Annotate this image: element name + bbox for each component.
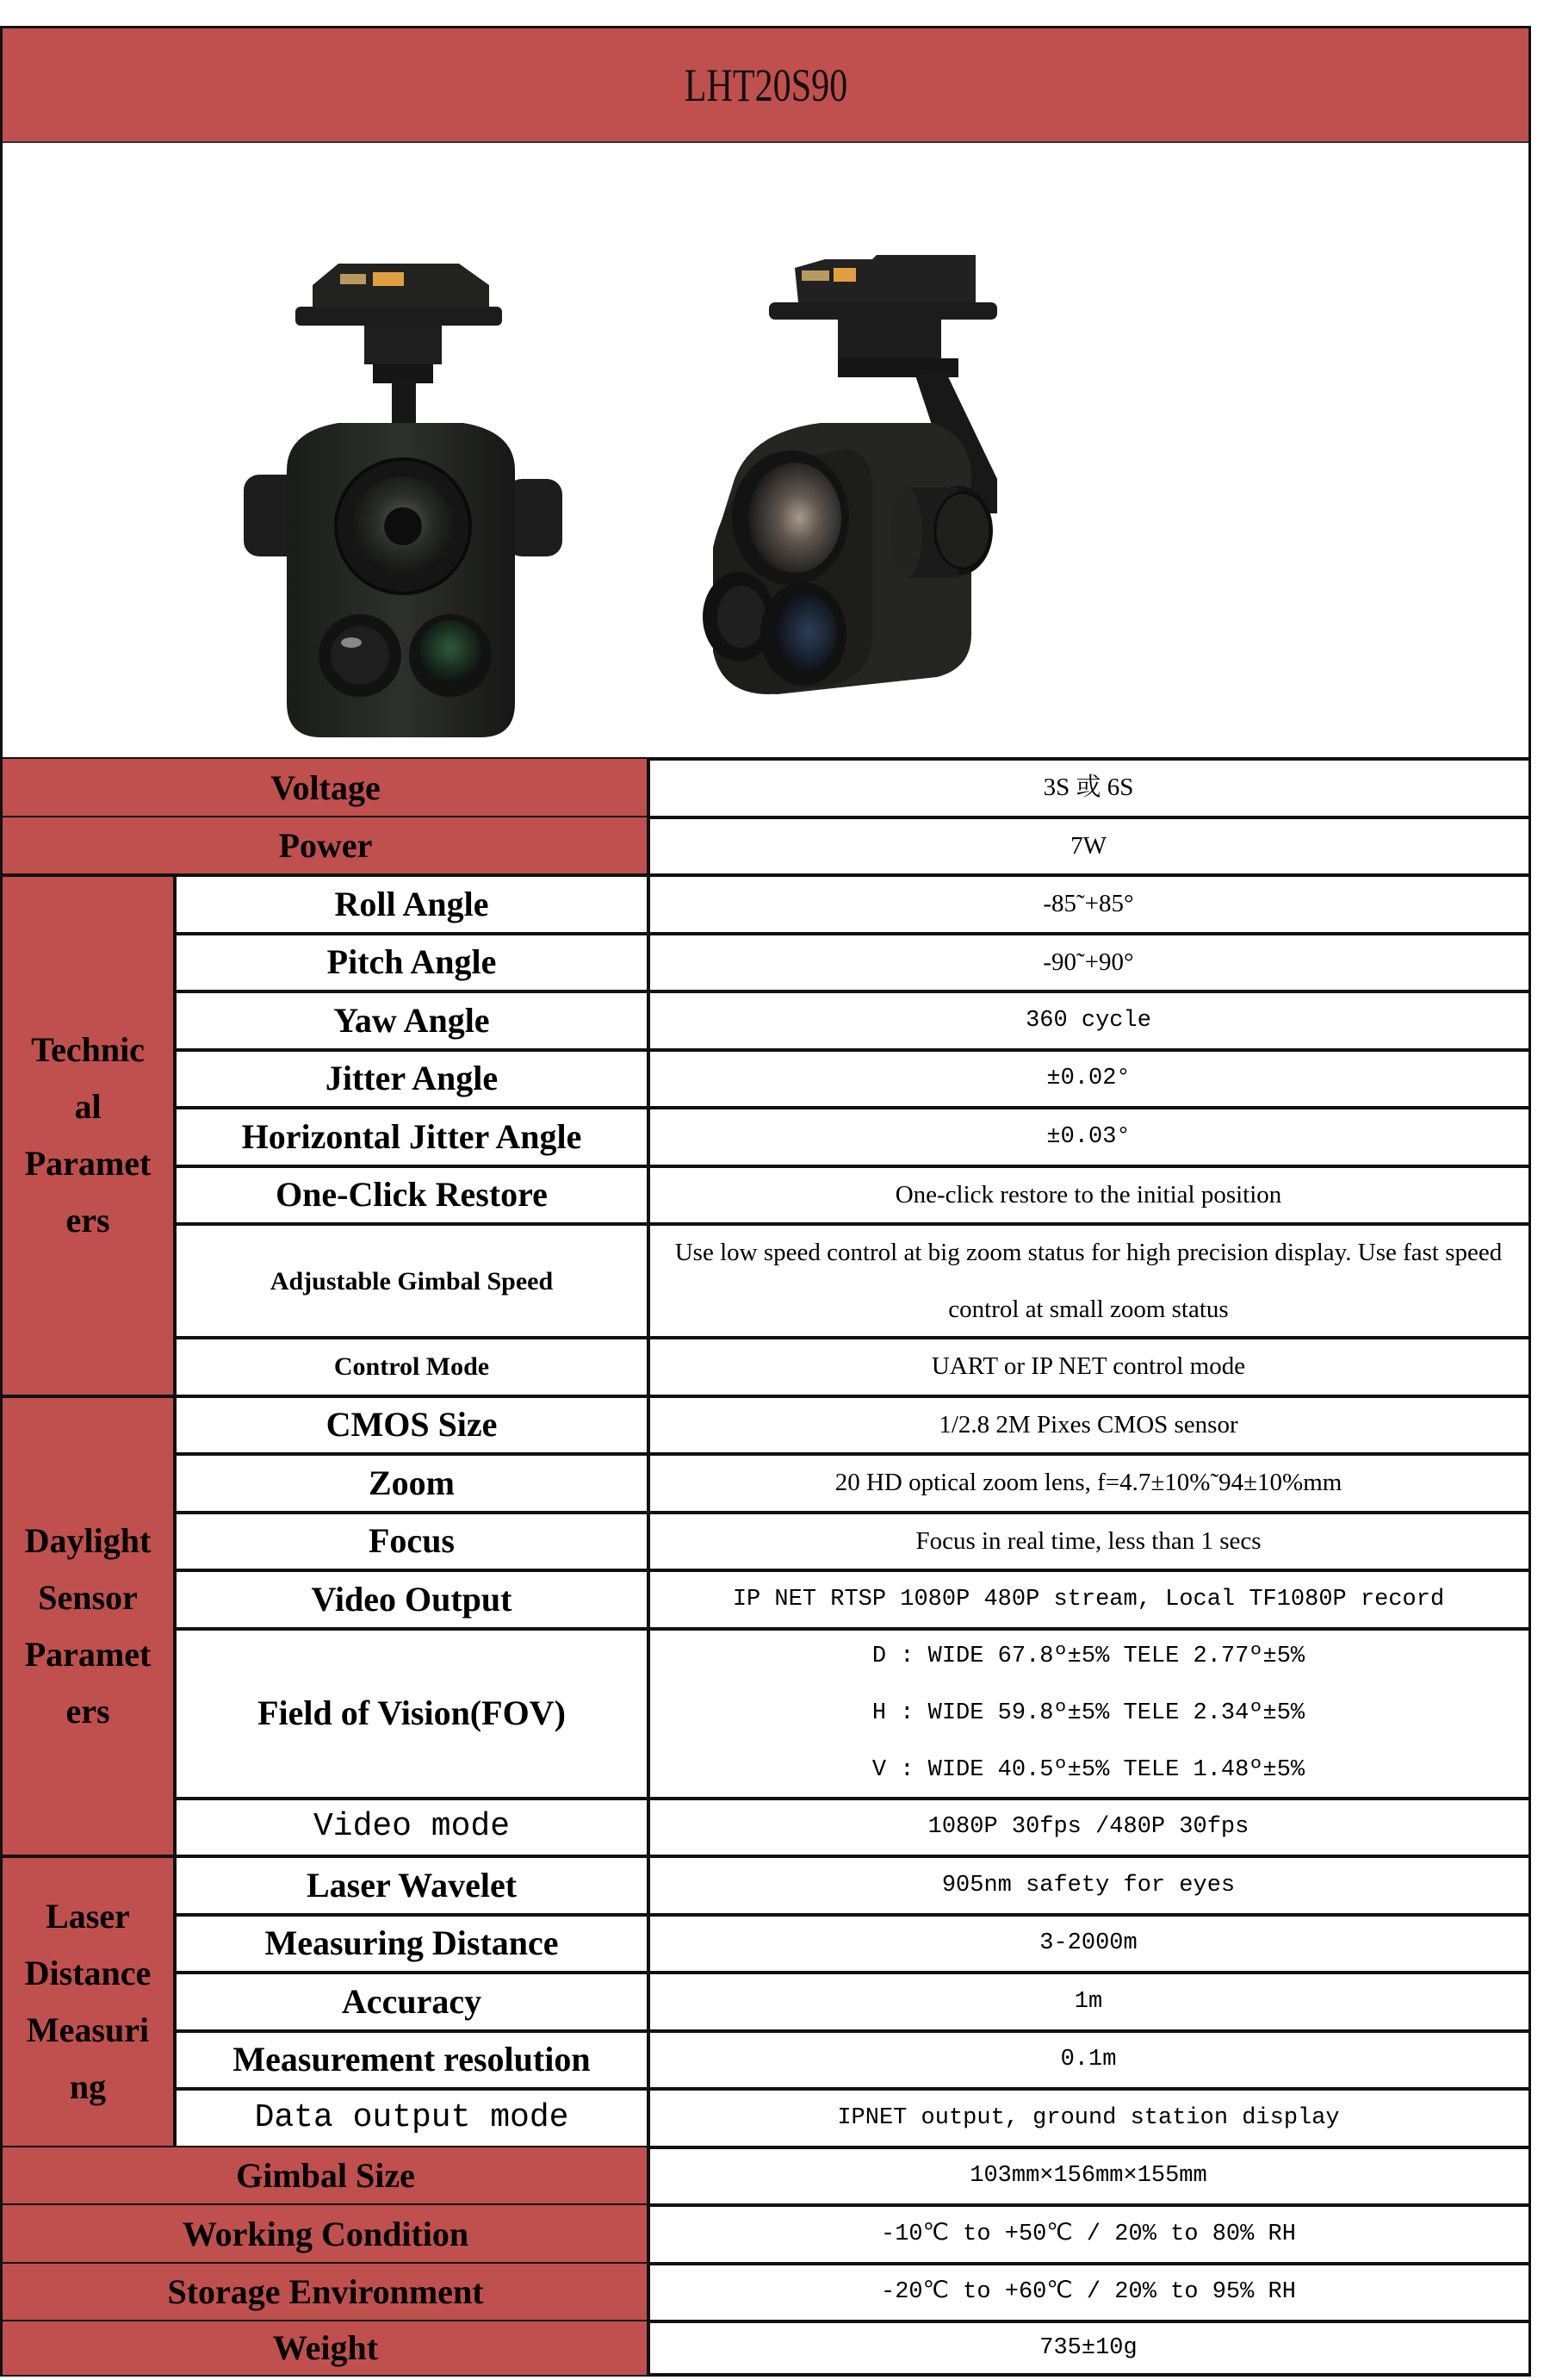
spec-label-cell: [175, 1338, 648, 1396]
spec-value-cell: [648, 817, 1528, 876]
section-title-line: Measuri: [26, 2010, 150, 2049]
spec-label: Field of Vision(FOV): [257, 1693, 566, 1732]
spec-value: 3S 或 6S: [1043, 774, 1134, 802]
spec-label: Video mode: [313, 1808, 511, 1846]
spec-label: Zoom: [369, 1463, 455, 1502]
spec-value-cell: [648, 991, 1528, 1050]
spec-value-cell: [648, 2205, 1528, 2264]
spec-label: Accuracy: [341, 1981, 482, 2021]
spec-label: Jitter Angle: [325, 1059, 499, 1098]
spec-value-cell: [648, 1629, 1528, 1799]
spec-value-cell: [648, 1454, 1528, 1513]
spec-label: Horizontal Jitter Angle: [241, 1116, 582, 1156]
spec-value-cell: [648, 1396, 1528, 1455]
section-title-cell: [3, 877, 173, 1395]
spec-label-cell: [175, 1166, 648, 1225]
spec-label-cell: [175, 1513, 648, 1571]
fov-line: H : WIDE 59.8º±5% TELE 2.34º±5%: [871, 1700, 1305, 1726]
spec-label-cell: [3, 2147, 648, 2206]
spec-label: CMOS Size: [326, 1405, 498, 1445]
section-title-line: Technic: [31, 1030, 145, 1070]
spec-value: Focus in real time, less than 1 secs: [915, 1526, 1262, 1555]
section-title-line: Sensor: [38, 1577, 138, 1617]
spec-value-cell: [648, 1570, 1528, 1629]
spec-value: 7W: [1070, 831, 1107, 860]
spec-label-cell: [175, 1973, 648, 2031]
gimbal-front-image: [244, 246, 562, 755]
spec-value: IPNET output, ground station display: [837, 2104, 1340, 2131]
spec-value: 1m: [1074, 1988, 1103, 2015]
spec-label: Power: [278, 826, 373, 866]
spec-label-cell: [175, 2089, 648, 2147]
spec-value: -90˜+90°: [1043, 948, 1134, 976]
spec-label: Video Output: [311, 1579, 512, 1619]
section-title-line: Distance: [24, 1953, 152, 1992]
spec-label-cell: [175, 1050, 648, 1109]
section-title-line: Laser: [46, 1896, 130, 1936]
spec-value: 3-2000m: [1039, 1930, 1138, 1957]
section-title: [25, 1022, 152, 1249]
spec-value: -20℃ to +60℃ / 20% to 95% RH: [881, 2279, 1296, 2306]
spec-value-cell: [648, 2321, 1528, 2375]
spec-value: 103mm×156mm×155mm: [970, 2163, 1207, 2190]
spec-value-cell: [648, 1338, 1528, 1396]
section-title-line: ers: [65, 1201, 110, 1240]
spec-label-cell: [175, 1570, 648, 1629]
spec-label: Control Mode: [333, 1352, 490, 1382]
spec-label-cell: [3, 2205, 648, 2264]
spec-value-cell: [648, 2031, 1528, 2090]
spec-value-cell: [648, 2264, 1528, 2322]
spec-value-cell: [648, 1224, 1528, 1338]
section-title: [25, 1513, 152, 1740]
column-divider: [173, 1856, 177, 2147]
spec-value: 20 HD optical zoom lens, f=4.7±10%˜94±10%mm: [834, 1469, 1342, 1497]
spec-value: 1080P 30fps /480P 30fps: [927, 1814, 1249, 1841]
column-divider: [173, 1396, 177, 1857]
spec-value: UART or IP NET control mode: [931, 1352, 1246, 1381]
spec-label-cell: [175, 1799, 648, 1857]
spec-value: Use low speed control at big zoom status for high precision display. Use fast speed control at small zoom status: [674, 1239, 1503, 1323]
section-title-cell: [3, 1398, 173, 1855]
section-title-line: ng: [69, 2066, 107, 2106]
spec-label: Laser Wavelet: [306, 1865, 518, 1905]
spec-value: 1/2.8 2M Pixes CMOS sensor: [939, 1410, 1238, 1439]
spec-value-cell: [648, 875, 1528, 934]
spec-label: Pitch Angle: [326, 942, 497, 982]
spec-label: Weight: [272, 2328, 379, 2367]
spec-value-cell: [648, 1166, 1528, 1225]
product-title: LHT20S90: [684, 59, 847, 111]
spec-value: 0.1m: [1060, 2047, 1117, 2073]
spec-value-cell: [648, 759, 1528, 817]
spec-label: Storage Environment: [167, 2272, 484, 2312]
section-title-cell: [3, 1858, 173, 2146]
spec-label: Data output mode: [254, 2098, 569, 2136]
spec-value: 360 cycle: [1026, 1007, 1151, 1034]
spec-value: -10℃ to +50℃ / 20% to 80% RH: [881, 2221, 1296, 2247]
spec-label: Measurement resolution: [232, 2040, 591, 2079]
spec-label: Working Condition: [182, 2214, 469, 2253]
section-title: [25, 1888, 152, 2116]
section-title-line: Paramet: [24, 1144, 152, 1184]
spec-value: ±0.03°: [1046, 1123, 1131, 1150]
spec-value-cell: [648, 1973, 1528, 2031]
spec-label-cell: [175, 1224, 648, 1338]
section-title-line: Daylight: [24, 1520, 152, 1560]
spec-value-cell: [648, 2089, 1528, 2147]
section-title-line: al: [74, 1087, 102, 1127]
spec-label: Voltage: [270, 767, 381, 807]
spec-value: 905nm safety for eyes: [941, 1872, 1236, 1898]
spec-value-cell: [648, 934, 1528, 992]
spec-value-cell: [648, 1915, 1528, 1973]
spec-value: One-click restore to the initial position: [895, 1180, 1282, 1209]
spec-label-cell: [3, 2264, 648, 2322]
section-title-line: Paramet: [24, 1634, 152, 1674]
spec-label: Gimbal Size: [236, 2156, 415, 2196]
spec-value: IP NET RTSP 1080P 480P stream, Local TF1080P record: [732, 1586, 1445, 1613]
spec-label: One-Click Restore: [276, 1175, 548, 1215]
spec-value-cell: [648, 1108, 1528, 1166]
fov-values: [872, 1628, 1305, 1799]
section-title-line: ers: [65, 1691, 110, 1731]
spec-label-cell: [3, 759, 648, 817]
spec-label: Roll Angle: [334, 884, 489, 923]
spec-value-cell: [648, 1050, 1528, 1109]
spec-label: Focus: [369, 1521, 455, 1561]
spec-label-cell: [175, 1915, 648, 1973]
spec-label-cell: [175, 1856, 648, 1915]
gimbal-angled-image: [674, 229, 1036, 746]
spec-label-cell: [3, 817, 648, 876]
spec-label-cell: [175, 1629, 648, 1799]
spec-label-cell: [175, 1454, 648, 1513]
spec-label-cell: [175, 875, 648, 934]
column-divider: [647, 759, 650, 2375]
product-image-area: [3, 143, 1528, 758]
spec-label-cell: [175, 991, 648, 1050]
spec-label-cell: [3, 2321, 648, 2375]
spec-label: Measuring Distance: [264, 1923, 559, 1963]
spec-value-cell: [648, 1856, 1528, 1915]
spec-label-cell: [175, 1108, 648, 1166]
spec-value: ±0.02°: [1046, 1066, 1131, 1092]
column-divider: [173, 875, 177, 1396]
fov-line: V : WIDE 40.5º±5% TELE 1.48º±5%: [871, 1757, 1305, 1783]
spec-label: Yaw Angle: [333, 1000, 490, 1040]
spec-value-cell: [648, 1799, 1528, 1857]
spec-value-cell: [648, 1513, 1528, 1571]
spec-value: 735±10g: [1039, 2334, 1138, 2361]
title-bar: [3, 28, 1528, 143]
spec-label-cell: [175, 1396, 648, 1455]
spec-label-cell: [175, 934, 648, 992]
spec-value-cell: [648, 2147, 1528, 2206]
spec-label-cell: [175, 2031, 648, 2090]
fov-line: D : WIDE 67.8º±5% TELE 2.77º±5%: [871, 1644, 1305, 1669]
spec-label: Adjustable Gimbal Speed: [270, 1266, 554, 1296]
spec-value: -85˜+85°: [1043, 890, 1134, 918]
